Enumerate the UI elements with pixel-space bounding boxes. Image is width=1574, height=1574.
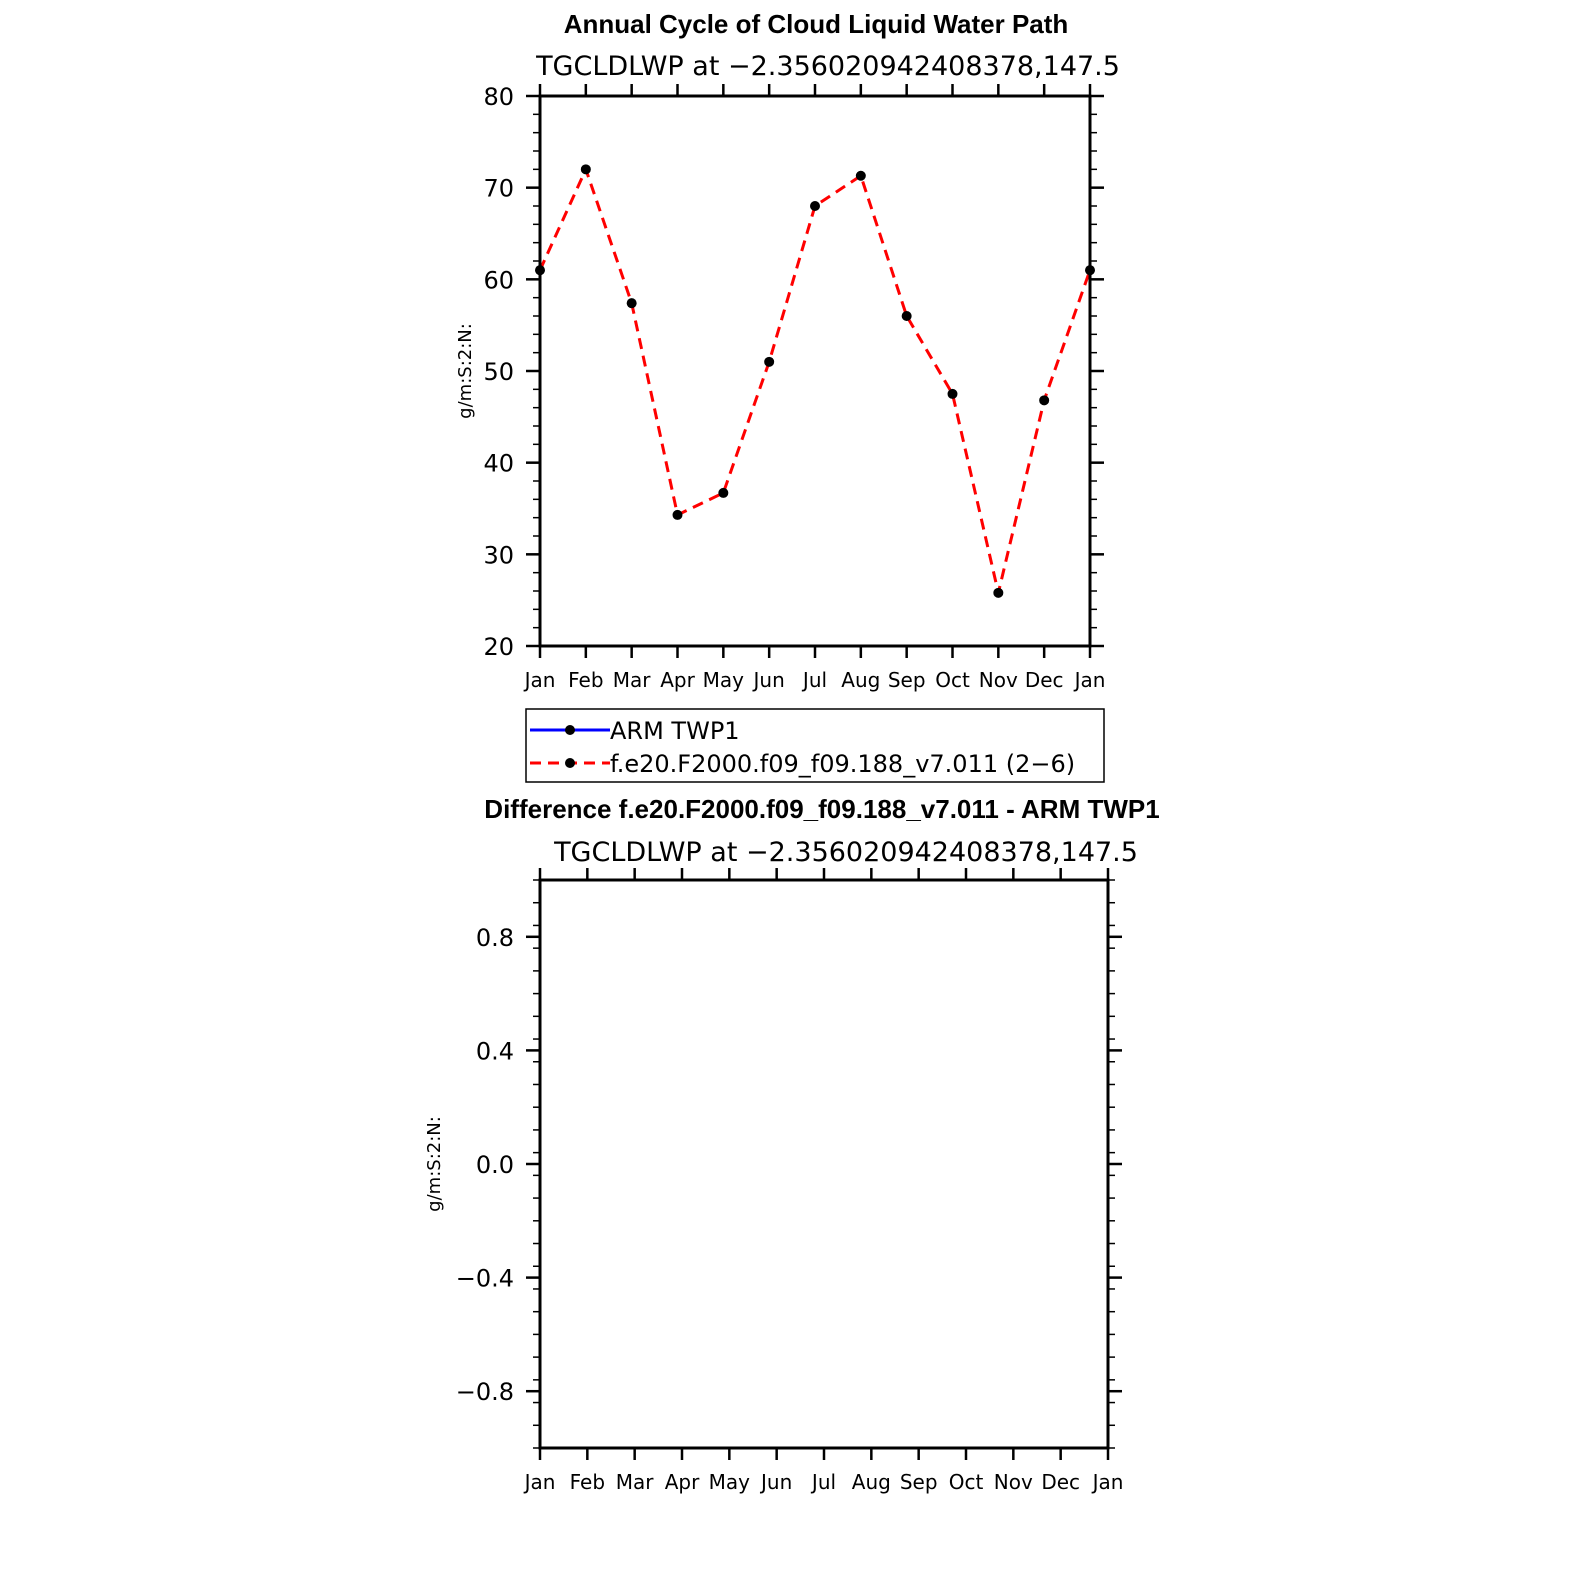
- chart2-y-tick-labels: [456, 924, 514, 1406]
- chart2-subtitle: TGCLDLWP at −2.356020942408378,147.5: [554, 837, 1138, 868]
- chart1-ticks: [526, 84, 1104, 658]
- chart1-y-tick-labels: [483, 83, 514, 661]
- x-tick-label: May: [708, 1470, 751, 1494]
- chart2-plot-frame: [540, 880, 1108, 1448]
- y-tick-label: −0.4: [455, 1264, 514, 1293]
- x-tick-label: Dec: [1024, 668, 1064, 692]
- y-tick-label: 50: [483, 358, 514, 386]
- data-point: [627, 298, 637, 308]
- chart1-subtitle: TGCLDLWP at −2.356020942408378,147.5: [536, 51, 1120, 82]
- data-point: [764, 357, 774, 367]
- x-tick-label: Nov: [993, 1470, 1033, 1494]
- y-tick-label: 80: [483, 83, 514, 111]
- y-tick-label: 40: [483, 449, 514, 478]
- x-tick-label: Jan: [524, 668, 556, 692]
- x-tick-label: Jan: [1074, 668, 1106, 692]
- data-point: [810, 201, 820, 211]
- x-tick-label: Sep: [899, 1470, 938, 1494]
- chart1-y-axis-label: g/m:S:2:N:: [455, 323, 476, 419]
- y-tick-label: 0.0: [475, 1151, 514, 1179]
- x-tick-label: Nov: [978, 668, 1018, 692]
- x-tick-label: Oct: [935, 668, 970, 692]
- series-line: [540, 169, 1090, 593]
- x-tick-label: Jun: [761, 1470, 793, 1494]
- x-tick-label: Dec: [1041, 1470, 1081, 1494]
- legend-entry-arm-twp1: ARM TWP1: [610, 717, 740, 745]
- y-tick-label: 30: [483, 541, 514, 570]
- chart2-ticks: [526, 868, 1122, 1460]
- y-tick-label: 0.8: [475, 923, 514, 952]
- data-point: [718, 488, 728, 498]
- legend-marker-model: [565, 758, 575, 768]
- difference-chart: [424, 794, 1160, 1494]
- x-tick-label: Feb: [569, 1470, 606, 1494]
- annual-cycle-chart: [455, 9, 1120, 692]
- x-tick-label: Jul: [802, 668, 828, 692]
- chart2-y-axis-label: g/m:S:2:N:: [424, 1116, 445, 1212]
- data-point: [993, 588, 1003, 598]
- x-tick-label: Apr: [664, 1470, 700, 1494]
- y-tick-label: −0.8: [455, 1378, 514, 1407]
- x-tick-label: Mar: [615, 1470, 654, 1494]
- x-tick-label: May: [702, 668, 745, 692]
- chart2-title: Difference f.e20.F2000.f09_f09.188_v7.011 - ARM TWP1: [484, 794, 1160, 824]
- chart1-plot-frame: [540, 96, 1090, 646]
- data-point: [581, 164, 591, 174]
- x-tick-label: Sep: [887, 668, 926, 692]
- x-tick-label: Jan: [524, 1470, 556, 1494]
- legend-marker-arm-twp1: [565, 725, 575, 735]
- data-point: [948, 389, 958, 399]
- chart1-x-tick-labels: [523, 668, 1106, 692]
- chart1-title: Annual Cycle of Cloud Liquid Water Path: [563, 9, 1069, 39]
- x-tick-label: Feb: [568, 668, 604, 692]
- data-point: [1039, 395, 1049, 405]
- y-tick-label: 20: [483, 633, 514, 661]
- y-tick-label: 0.4: [475, 1037, 514, 1066]
- y-tick-label: 60: [483, 266, 514, 295]
- x-tick-label: Mar: [612, 668, 651, 692]
- data-point: [856, 171, 866, 181]
- y-tick-label: 70: [483, 174, 514, 203]
- chart1-legend: [526, 709, 1104, 782]
- x-tick-label: Apr: [660, 668, 695, 692]
- x-tick-label: Aug: [851, 1470, 891, 1494]
- x-tick-label: Jun: [753, 668, 785, 692]
- x-tick-label: Aug: [841, 668, 881, 692]
- x-tick-label: Oct: [948, 1470, 984, 1494]
- data-point: [673, 510, 683, 520]
- data-point: [902, 311, 912, 321]
- x-tick-label: Jul: [811, 1470, 837, 1494]
- legend-entry-model: f.e20.F2000.f09_f09.188_v7.011 (2−6): [610, 750, 1076, 778]
- x-tick-label: Jan: [1092, 1470, 1124, 1494]
- chart2-x-tick-labels: [523, 1470, 1124, 1494]
- chart1-series: [535, 164, 1095, 598]
